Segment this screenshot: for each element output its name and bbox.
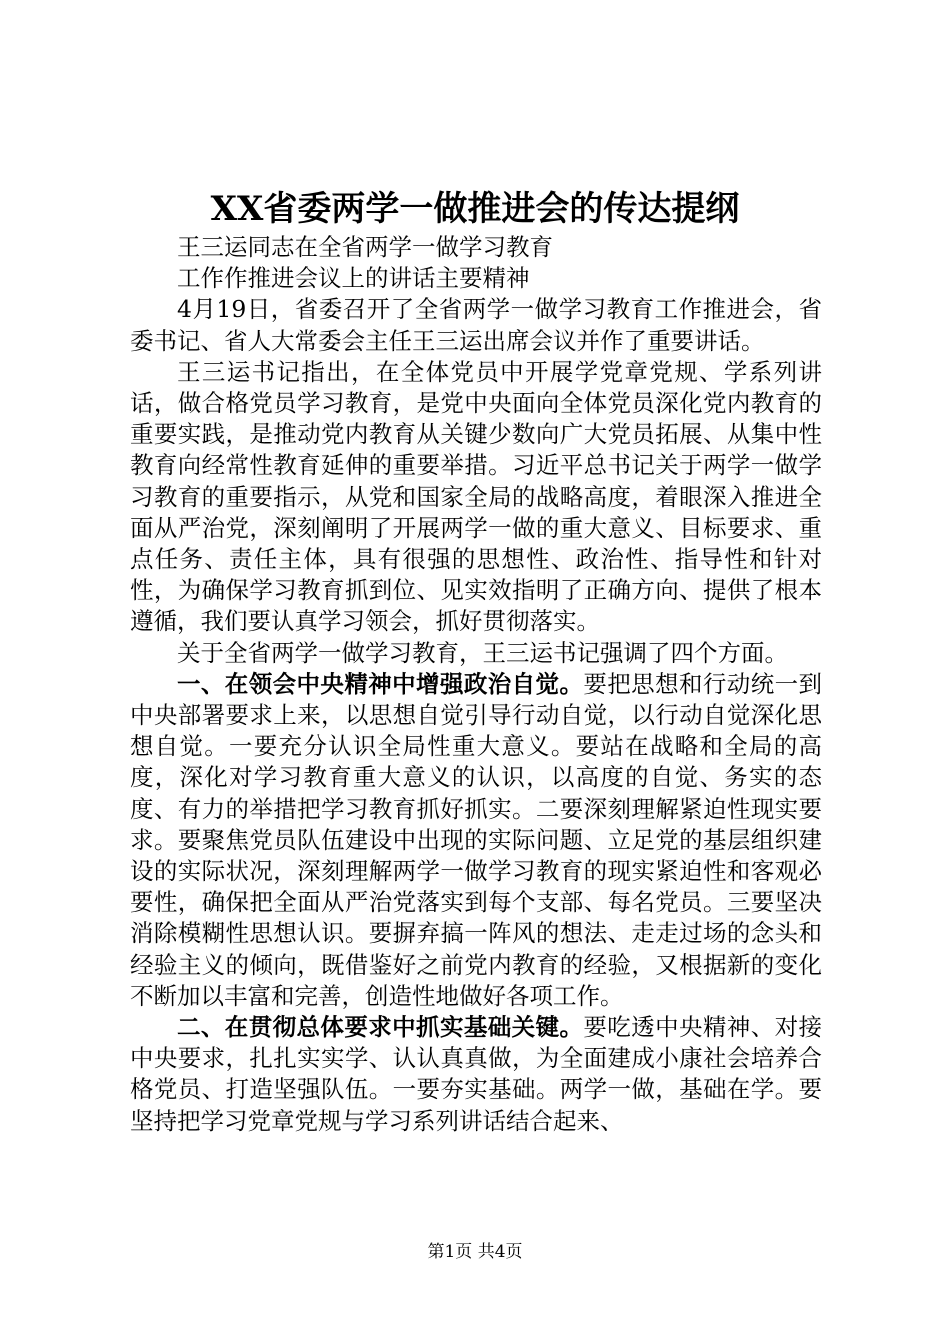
document-body (130, 232, 822, 1137)
paragraph-2 (130, 357, 822, 638)
section-heading-1: 一、在领会中央精神中增强政治自觉。 (177, 669, 584, 698)
paragraph-text: 4月19日，省委召开了全省两学一做学习教育工作推进会，省委书记、省人大常委会主任王三运出席会议并作了重要讲话。 (130, 295, 822, 355)
subtitle-line-2: 工作作推进会议上的讲话主要精神 (177, 264, 530, 293)
paragraph-1 (130, 294, 822, 356)
subtitle-line-1: 王三运同志在全省两学一做学习教育 (177, 233, 553, 261)
section-heading-2: 二、在贯彻总体要求中抓实基础关键。 (177, 1013, 584, 1042)
paragraph-text: 要吃透中央精神、对接中央要求，扎扎实实学、认认真真做，为全面建成小康社会培养合格党员、打造坚强队伍。一要夯实基础。两学一做，基础在学。要坚持把学习党章党规与学习系列讲话结合起来、 (130, 1013, 823, 1135)
paragraph-5 (130, 1012, 822, 1137)
paragraph-text: 关于全省两学一做学习教育，王三运书记强调了四个方面。 (177, 638, 788, 667)
paragraph-3 (130, 638, 822, 669)
page-number-footer: 第1页 共4页 (427, 1242, 523, 1262)
paragraph-4 (130, 669, 822, 1012)
paragraph-text: 王三运书记指出，在全体党员中开展学党章党规、学系列讲话，做合格党员学习教育，是党中央面向全体党员深化党内教育的重要实践，是推动党内教育从关键少数向广大党员拓展、从集中性教育向经常性教育延伸的重要举措。习近平总书记关于两学一做学习教育的重要指示，从党和国家全局的战略高度，着眼深入推进全面从严治党，深刻阐明了开展两学一做的重大意义、目标要求、重点任务、责任主体，具有很强的思想性、政治性、指导性和针对性，为确保学习教育抓到位、见实效指明了正确方向、提供了根本遵循，我们要认真学习领会，抓好贯彻落实。 (130, 357, 822, 636)
document-title: XX省委两学一做推进会的传达提纲 (210, 189, 740, 229)
paragraph-text: 要把思想和行动统一到中央部署要求上来，以思想自觉引导行动自觉，以行动自觉深化思想自觉。一要充分认识全局性重大意义。要站在战略和全局的高度，深化对学习教育重大意义的认识，以高度的自觉、务实的态度、有力的举措把学习教育抓好抓实。二要深刻理解紧迫性现实要求。要聚焦党员队伍建设中出现的实际问题、立足党的基层组织建设的实际状况，深刻理解两学一做学习教育的现实紧迫性和客观必要性，确保把全面从严治党落实到每个支部、每名党员。三要坚决消除模糊性思想认识。要摒弃搞一阵风的想法、走走过场的念头和经验主义的倾向，既借鉴好之前党内教育的经验，又根据新的变化不断加以丰富和完善，创造性地做好各项工作。 (130, 669, 823, 1010)
